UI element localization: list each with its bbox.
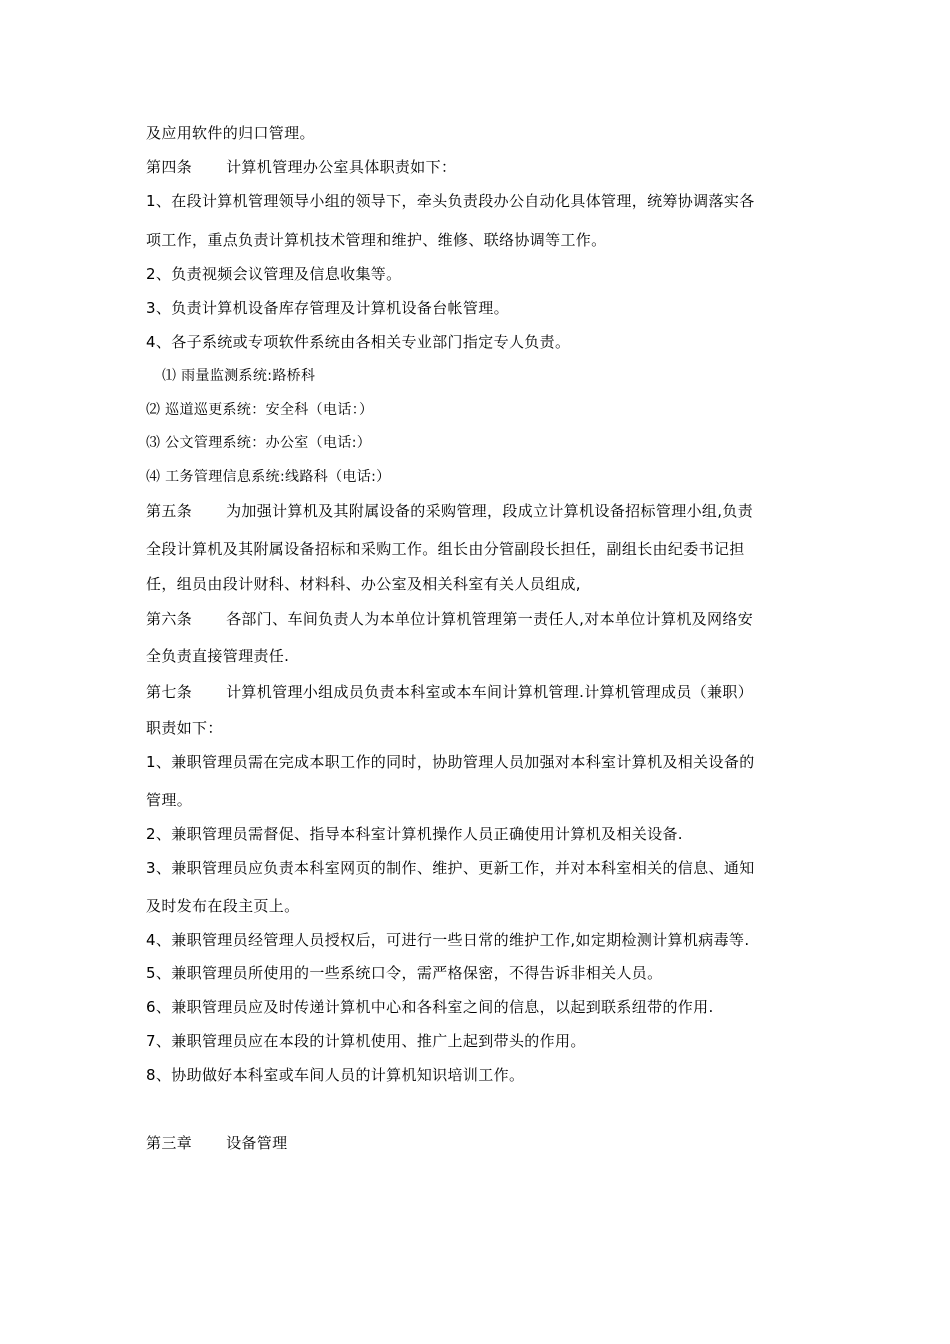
chapter-heading — [146, 1133, 826, 1153]
text-line: 管理。 — [146, 791, 193, 809]
text-line: 4、各子系统或专项软件系统由各相关专业部门指定专人负责。 — [146, 333, 571, 351]
text-line: 职责如下： — [146, 719, 223, 737]
text-line: 1、在段计算机管理领导小组的领导下，牵头负责段办公自动化具体管理，统筹协调落实各 — [146, 192, 755, 210]
article-text: 为加强计算机及其附属设备的采购管理，段成立计算机设备招标管理小组,负责 — [226, 502, 754, 520]
text-line: 1、兼职管理员需在完成本职工作的同时，协助管理人员加强对本科室计算机及相关设备的 — [146, 753, 755, 771]
sub-item: ⑵ 巡道巡更系统：安全科（电话：） — [146, 402, 374, 418]
article-text: 计算机管理小组成员负责本科室或本车间计算机管理.计算机管理成员（兼职） — [226, 683, 754, 701]
text-line: 2、负责视频会议管理及信息收集等。 — [146, 265, 402, 283]
article-number: 第六条 — [146, 610, 193, 628]
sub-item: ⑷ 工务管理信息系统:线路科（电话:） — [146, 469, 391, 485]
chapter-number: 第三章 — [146, 1134, 193, 1152]
text-line: 4、兼职管理员经管理人员授权后，可进行一些日常的维护工作,如定期检测计算机病毒等. — [146, 931, 750, 949]
article-heading — [146, 501, 826, 521]
text-line: 及时发布在段主页上。 — [146, 897, 300, 915]
article-text: 各部门、车间负责人为本单位计算机管理第一责任人,对本单位计算机及网络安 — [226, 610, 754, 628]
chapter-title: 设备管理 — [226, 1134, 288, 1152]
sub-item: ⑴ 雨量监测系统:路桥科 — [162, 368, 316, 384]
text-line: 2、兼职管理员需督促、指导本科室计算机操作人员正确使用计算机及相关设备. — [146, 825, 683, 843]
text-line: 全负责直接管理责任. — [146, 647, 290, 665]
article-number: 第四条 — [146, 158, 193, 176]
text-line: 项工作，重点负责计算机技术管理和维护、维修、联络协调等工作。 — [146, 231, 607, 249]
text-line: 任，组员由段计财科、材料科、办公室及相关科室有关人员组成, — [146, 575, 581, 593]
article-number: 第五条 — [146, 502, 193, 520]
text-line: 全段计算机及其附属设备招标和采购工作。组长由分管副段长担任，副组长由纪委书记担 — [146, 540, 745, 558]
text-line: 3、兼职管理员应负责本科室网页的制作、维护、更新工作，并对本科室相关的信息、通知 — [146, 859, 755, 877]
article-text: 计算机管理办公室具体职责如下： — [226, 158, 457, 176]
article-heading — [146, 682, 826, 702]
text-line: 3、负责计算机设备库存管理及计算机设备台帐管理。 — [146, 299, 509, 317]
article-number: 第七条 — [146, 683, 193, 701]
sub-item: ⑶ 公文管理系统：办公室（电话:） — [146, 435, 372, 451]
text-line: 及应用软件的归口管理。 — [146, 124, 315, 142]
text-line: 7、兼职管理员应在本段的计算机使用、推广上起到带头的作用。 — [146, 1032, 586, 1050]
text-line: 6、兼职管理员应及时传递计算机中心和各科室之间的信息，以起到联系纽带的作用. — [146, 998, 714, 1016]
article-heading — [146, 157, 826, 177]
text-line: 5、兼职管理员所使用的一些系统口令，需严格保密，不得告诉非相关人员。 — [146, 964, 663, 982]
article-heading — [146, 609, 826, 629]
text-line: 8、协助做好本科室或车间人员的计算机知识培训工作。 — [146, 1066, 525, 1084]
